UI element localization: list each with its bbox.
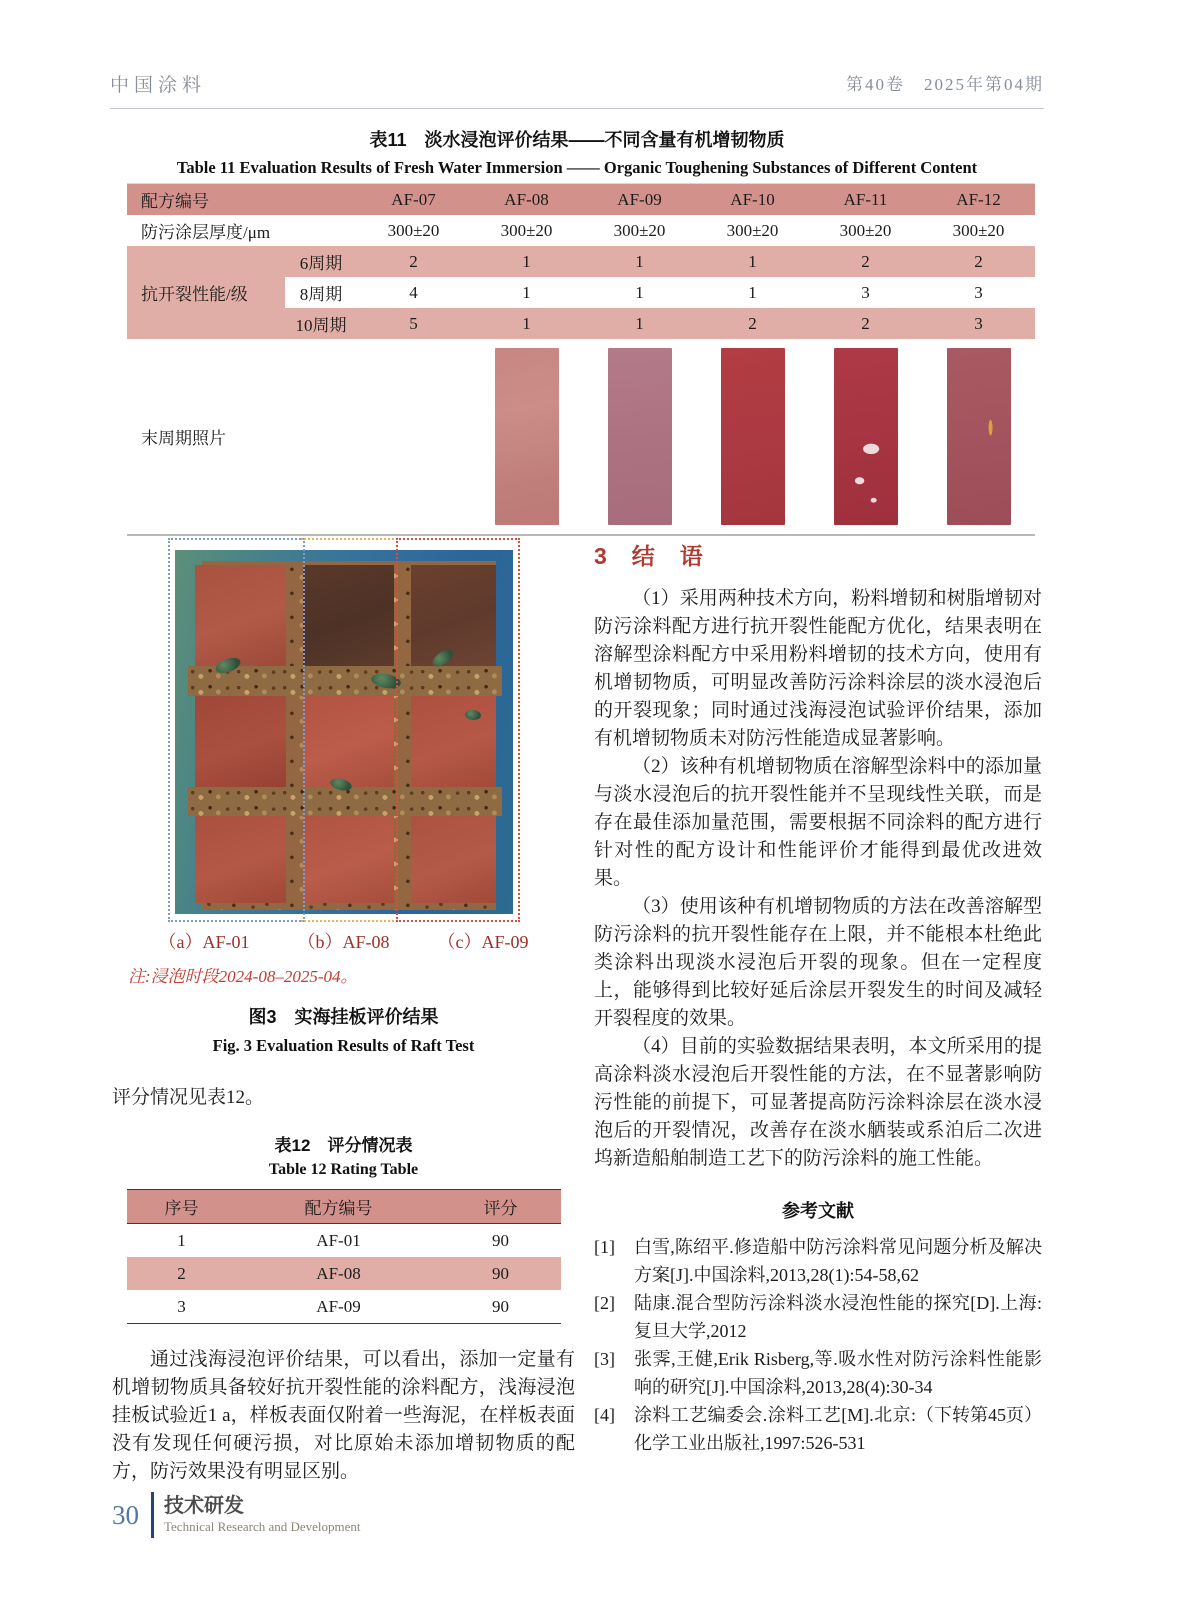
table-row bbox=[127, 215, 1035, 246]
table-cell: 2 bbox=[127, 1257, 237, 1290]
body-paragraph: 通过浅海浸泡评价结果，可以看出，添加一定量有机增韧物质具备较好抗开裂性能的涂料配方，浅海浸泡挂板试验近1 a，样板表面仅附着一些海泥，在样板表面没有发现任何硬污损，对比原始未添加增韧物质的配方，防污效果没有明显区别。 bbox=[112, 1349, 575, 1482]
table-cell: 4 bbox=[357, 277, 470, 308]
table-cell: AF-08 bbox=[237, 1257, 441, 1290]
journal-name: 中国涂料 bbox=[110, 75, 207, 96]
table-cell: 3 bbox=[922, 308, 1035, 339]
table-row bbox=[127, 246, 1035, 277]
reference-number: [1] bbox=[594, 1237, 615, 1257]
table-row bbox=[127, 1290, 561, 1324]
page-footer bbox=[112, 1492, 361, 1538]
table12 bbox=[127, 1189, 561, 1324]
right-column bbox=[594, 538, 1042, 1457]
reference-number: [3] bbox=[594, 1349, 615, 1369]
table-row bbox=[127, 1257, 561, 1290]
table-cell: 3 bbox=[922, 277, 1035, 308]
col-header: 评分 bbox=[441, 1190, 561, 1224]
reference-item bbox=[594, 1289, 1042, 1345]
table-cell: 1 bbox=[583, 277, 696, 308]
reference-text: 涂料工艺编委会.涂料工艺[M].北京:化学工业出版社,1997:526-531 bbox=[634, 1405, 916, 1453]
row-label: 末周期照片 bbox=[127, 339, 357, 535]
table-cell: 300±20 bbox=[583, 215, 696, 246]
table11 bbox=[127, 183, 1035, 536]
conclusion-paragraph: （2）该种有机增韧物质在溶解型涂料中的添加量与淡水浸泡后的抗开裂性能并不呈现线性关联，而是存在最佳添加量范围，需要根据不同涂料的配方进行针对性的配方设计和性能评价才能得到最优改进效果。 bbox=[594, 756, 1042, 889]
table-cell: 1 bbox=[127, 1224, 237, 1258]
panel-caption-b: （b）AF-08 bbox=[297, 932, 390, 952]
table-cell: 300±20 bbox=[470, 215, 583, 246]
table-cell: 1 bbox=[696, 246, 809, 277]
table-cell: AF-09 bbox=[237, 1290, 441, 1324]
table-cell: AF-01 bbox=[237, 1224, 441, 1258]
row-label: 防污涂层厚度/μm bbox=[127, 215, 357, 246]
table-row-photos bbox=[127, 339, 1035, 535]
table-cell: 90 bbox=[441, 1290, 561, 1324]
table-cell: 2 bbox=[809, 308, 922, 339]
table-cell: 1 bbox=[696, 277, 809, 308]
row-sublabel: 6周期 bbox=[285, 246, 357, 277]
conclusion-paragraph: （3）使用该种有机增韧物质的方法在改善溶解型防污涂料的抗开裂性能存在上限，并不能根本杜绝此类涂料出现淡水浸泡后开裂的现象。但在一定程度上，能够得到比较好延后涂层开裂发生的时间及减轻开裂程度的效果。 bbox=[594, 896, 1042, 1029]
col-header: AF-11 bbox=[809, 184, 922, 216]
conclusion-paragraph: （1）采用两种技术方向，粉料增韧和树脂增韧对防污涂料配方进行抗开裂性能配方优化，结果表明在溶解型涂料配方中采用粉料增韧的技术方向，使用有机增韧物质，可明显改善防污涂料涂层的淡水浸泡后的开裂现象；同时通过浅海浸泡试验评价结果，添加有机增韧物质未对防污性能造成显著影响。 bbox=[594, 588, 1042, 749]
table-cell: 300±20 bbox=[809, 215, 922, 246]
conclusion-paragraph: （4）目前的实验数据结果表明，本文所采用的提高涂料淡水浸泡后开裂性能的方法，在不显著影响防污性能的前提下，可显著提高防污涂料涂层在淡水浸泡后的开裂情况，改善存在淡水舾装或系泊后二次进坞新造船舶制造工艺下的防污涂料的施工性能。 bbox=[594, 1036, 1042, 1169]
reference-text: 张霁,王健,Erik Risberg,等.吸水性对防污涂料性能影响的研究[J].中国涂料,2013,28(4):30-34 bbox=[634, 1349, 1042, 1397]
continuation-note: （下转第45页） bbox=[916, 1405, 1042, 1425]
footer-section-en: Technical Research and Development bbox=[164, 1519, 361, 1534]
footer-section-zh: 技术研发 bbox=[164, 1495, 244, 1517]
figure3-note: 注:浸泡时段2024-08–2025-04。 bbox=[128, 967, 358, 986]
panel-caption-a: （a）AF-01 bbox=[158, 932, 250, 952]
specimen-photo-af07 bbox=[382, 348, 446, 525]
table-row bbox=[127, 1190, 561, 1224]
col-header: 配方编号 bbox=[237, 1190, 441, 1224]
raft-test-photo bbox=[168, 538, 520, 922]
col-header: AF-12 bbox=[922, 184, 1035, 216]
table11-caption bbox=[110, 126, 1044, 178]
region-outline-af08 bbox=[301, 538, 398, 922]
reference-item bbox=[594, 1233, 1042, 1289]
specimen-photo-af10 bbox=[721, 348, 785, 525]
table-cell: 300±20 bbox=[696, 215, 809, 246]
specimen-photo-af08 bbox=[495, 348, 559, 525]
references-heading: 参考文献 bbox=[782, 1201, 854, 1221]
col-header: 序号 bbox=[127, 1190, 237, 1224]
specimen-photo-af12 bbox=[947, 348, 1011, 525]
panel-caption-c: （c）AF-09 bbox=[437, 932, 529, 952]
table-cell: 1 bbox=[470, 308, 583, 339]
reference-number: [2] bbox=[594, 1293, 615, 1313]
figure3-panel-captions bbox=[112, 928, 575, 954]
table-cell: 5 bbox=[357, 308, 470, 339]
row-sublabel: 8周期 bbox=[285, 277, 357, 308]
reference-item bbox=[594, 1345, 1042, 1401]
table12-caption-en: Table 12 Rating Table bbox=[268, 1161, 419, 1178]
figure3-caption-zh: 图3 实海挂板评价结果 bbox=[248, 1007, 439, 1027]
table-cell: 300±20 bbox=[357, 215, 470, 246]
col-header: AF-10 bbox=[696, 184, 809, 216]
section-heading-conclusion: 3 结 语 bbox=[594, 543, 704, 569]
table11-caption-zh: 表11 淡水浸泡评价结果——不同含量有机增韧物质 bbox=[369, 130, 785, 150]
table-row bbox=[127, 1224, 561, 1258]
reference-number: [4] bbox=[594, 1405, 615, 1425]
table-cell: 300±20 bbox=[922, 215, 1035, 246]
specimen-photo-af09 bbox=[608, 348, 672, 525]
col-header: 配方编号 bbox=[127, 184, 357, 216]
table-cell: 1 bbox=[583, 308, 696, 339]
table-cell: 3 bbox=[809, 277, 922, 308]
region-outline-af09 bbox=[396, 538, 519, 922]
table-cell: 1 bbox=[470, 246, 583, 277]
table-cell: 2 bbox=[922, 246, 1035, 277]
col-header: AF-09 bbox=[583, 184, 696, 216]
col-header: AF-08 bbox=[470, 184, 583, 216]
table11-caption-en: Table 11 Evaluation Results of Fresh Water Immersion —— Organic Toughening Substances of Different Content bbox=[176, 158, 978, 177]
reference-item bbox=[594, 1401, 1042, 1457]
row-label: 抗开裂性能/级 bbox=[127, 246, 285, 339]
left-column bbox=[112, 538, 575, 1486]
figure3-caption-en: Fig. 3 Evaluation Results of Raft Test bbox=[212, 1036, 475, 1055]
col-header: AF-07 bbox=[357, 184, 470, 216]
page-number: 30 bbox=[112, 1499, 139, 1530]
table-cell: 1 bbox=[583, 246, 696, 277]
row-sublabel: 10周期 bbox=[285, 308, 357, 339]
table-cell: 2 bbox=[696, 308, 809, 339]
table-cell: 90 bbox=[441, 1257, 561, 1290]
table-cell: 3 bbox=[127, 1290, 237, 1324]
lead-sentence: 评分情况见表12。 bbox=[112, 1087, 265, 1108]
table-cell: 2 bbox=[809, 246, 922, 277]
reference-text: 陆康.混合型防污涂料淡水浸泡性能的探究[D].上海:复旦大学,2012 bbox=[634, 1293, 1042, 1341]
table-row bbox=[127, 184, 1035, 216]
running-header bbox=[110, 70, 1044, 109]
table-cell: 90 bbox=[441, 1224, 561, 1258]
footer-accent-bar bbox=[151, 1492, 154, 1538]
table-cell: 1 bbox=[470, 277, 583, 308]
region-outline-af01 bbox=[168, 538, 306, 922]
table12-caption-zh: 表12 评分情况表 bbox=[274, 1136, 413, 1155]
issue-info: 第40卷 2025年第04期 bbox=[846, 75, 1044, 94]
reference-text: 白雪,陈绍平.修造船中防污涂料常见问题分析及解决方案[J].中国涂料,2013,28(1):54-58,62 bbox=[634, 1237, 1042, 1285]
specimen-photo-af11 bbox=[834, 348, 898, 525]
table-cell: 2 bbox=[357, 246, 470, 277]
